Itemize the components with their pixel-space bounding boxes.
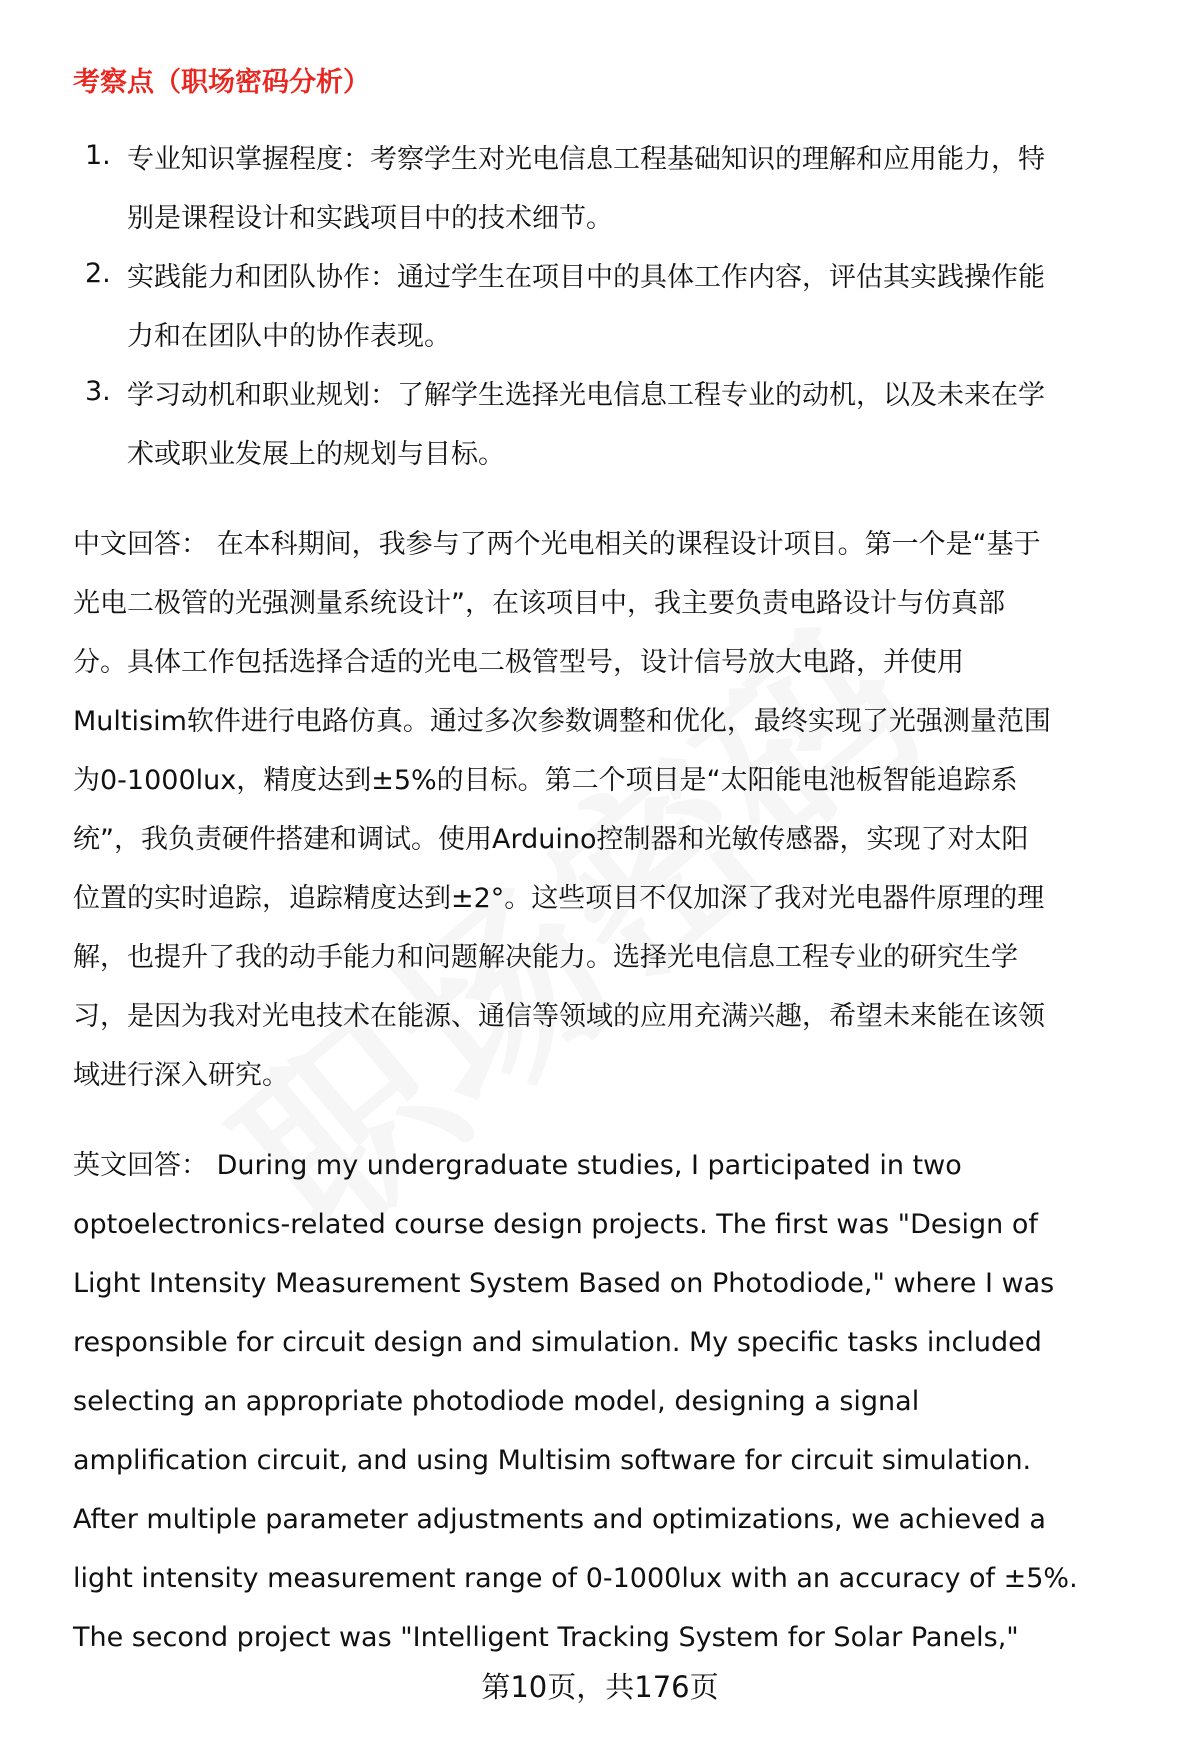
answer-line: Light Intensity Measurement System Based on Photodiode," where I was <box>73 1268 1055 1299</box>
answer-line: optoelectronics-related course design projects. The first was "Design of <box>73 1209 1038 1240</box>
section-title: 考察点（职场密码分析） <box>73 67 370 98</box>
answer-line: 域进行深入研究。 <box>73 1060 289 1091</box>
answer-line: 中文回答： 在本科期间，我参与了两个光电相关的课程设计项目。第一个是“基于 <box>73 529 1041 560</box>
answer-line: The second project was "Intelligent Tracking System for Solar Panels," <box>73 1622 1019 1653</box>
list-item-line: 力和在团队中的协作表现。 <box>127 321 451 352</box>
list-item-line: 术或职业发展上的规划与目标。 <box>127 439 505 470</box>
answer-line: 位置的实时追踪，追踪精度达到±2°。这些项目不仅加深了我对光电器件原理的理 <box>73 883 1045 914</box>
answer-line: 解，也提升了我的动手能力和问题解决能力。选择光电信息工程专业的研究生学 <box>73 942 1018 973</box>
list-item-line: 专业知识掌握程度：考察学生对光电信息工程基础知识的理解和应用能力，特 <box>127 144 1045 175</box>
answer-line: responsible for circuit design and simulation. My specific tasks included <box>73 1327 1042 1358</box>
answer-line: 分。具体工作包括选择合适的光电二极管型号，设计信号放大电路，并使用 <box>73 647 964 678</box>
list-item-line: 学习动机和职业规划：了解学生选择光电信息工程专业的动机，以及未来在学 <box>127 380 1045 411</box>
answer-line: 习，是因为我对光电技术在能源、通信等领域的应用充满兴趣，希望未来能在该领 <box>73 1001 1045 1032</box>
list-number: 1. <box>85 140 111 171</box>
answer-line: selecting an appropriate photodiode model, designing a signal <box>73 1386 920 1417</box>
answer-line: 光电二极管的光强测量系统设计”，在该项目中，我主要负责电路设计与仿真部 <box>73 588 1005 619</box>
list-number: 3. <box>85 376 111 407</box>
answer-line: 英文回答： During my undergraduate studies, I participated in two <box>73 1150 962 1181</box>
page-number: 第10页，共176页 <box>481 1670 719 1704</box>
answer-line: 为0-1000lux，精度达到±5%的目标。第二个项目是“太阳能电池板智能追踪系 <box>73 765 1018 796</box>
list-number: 2. <box>85 258 111 289</box>
list-item-line: 实践能力和团队协作：通过学生在项目中的具体工作内容，评估其实践操作能 <box>127 262 1045 293</box>
answer-line: Multisim软件进行电路仿真。通过多次参数调整和优化，最终实现了光强测量范围 <box>73 706 1051 737</box>
answer-line: light intensity measurement range of 0-1000lux with an accuracy of ±5%. <box>73 1563 1078 1594</box>
answer-line: amplification circuit, and using Multisim software for circuit simulation. <box>73 1445 1032 1476</box>
answer-line: 统”，我负责硬件搭建和调试。使用Arduino控制器和光敏传感器，实现了对太阳 <box>73 824 1029 855</box>
answer-line: After multiple parameter adjustments and optimizations, we achieved a <box>73 1504 1046 1535</box>
list-item-line: 别是课程设计和实践项目中的技术细节。 <box>127 203 613 234</box>
